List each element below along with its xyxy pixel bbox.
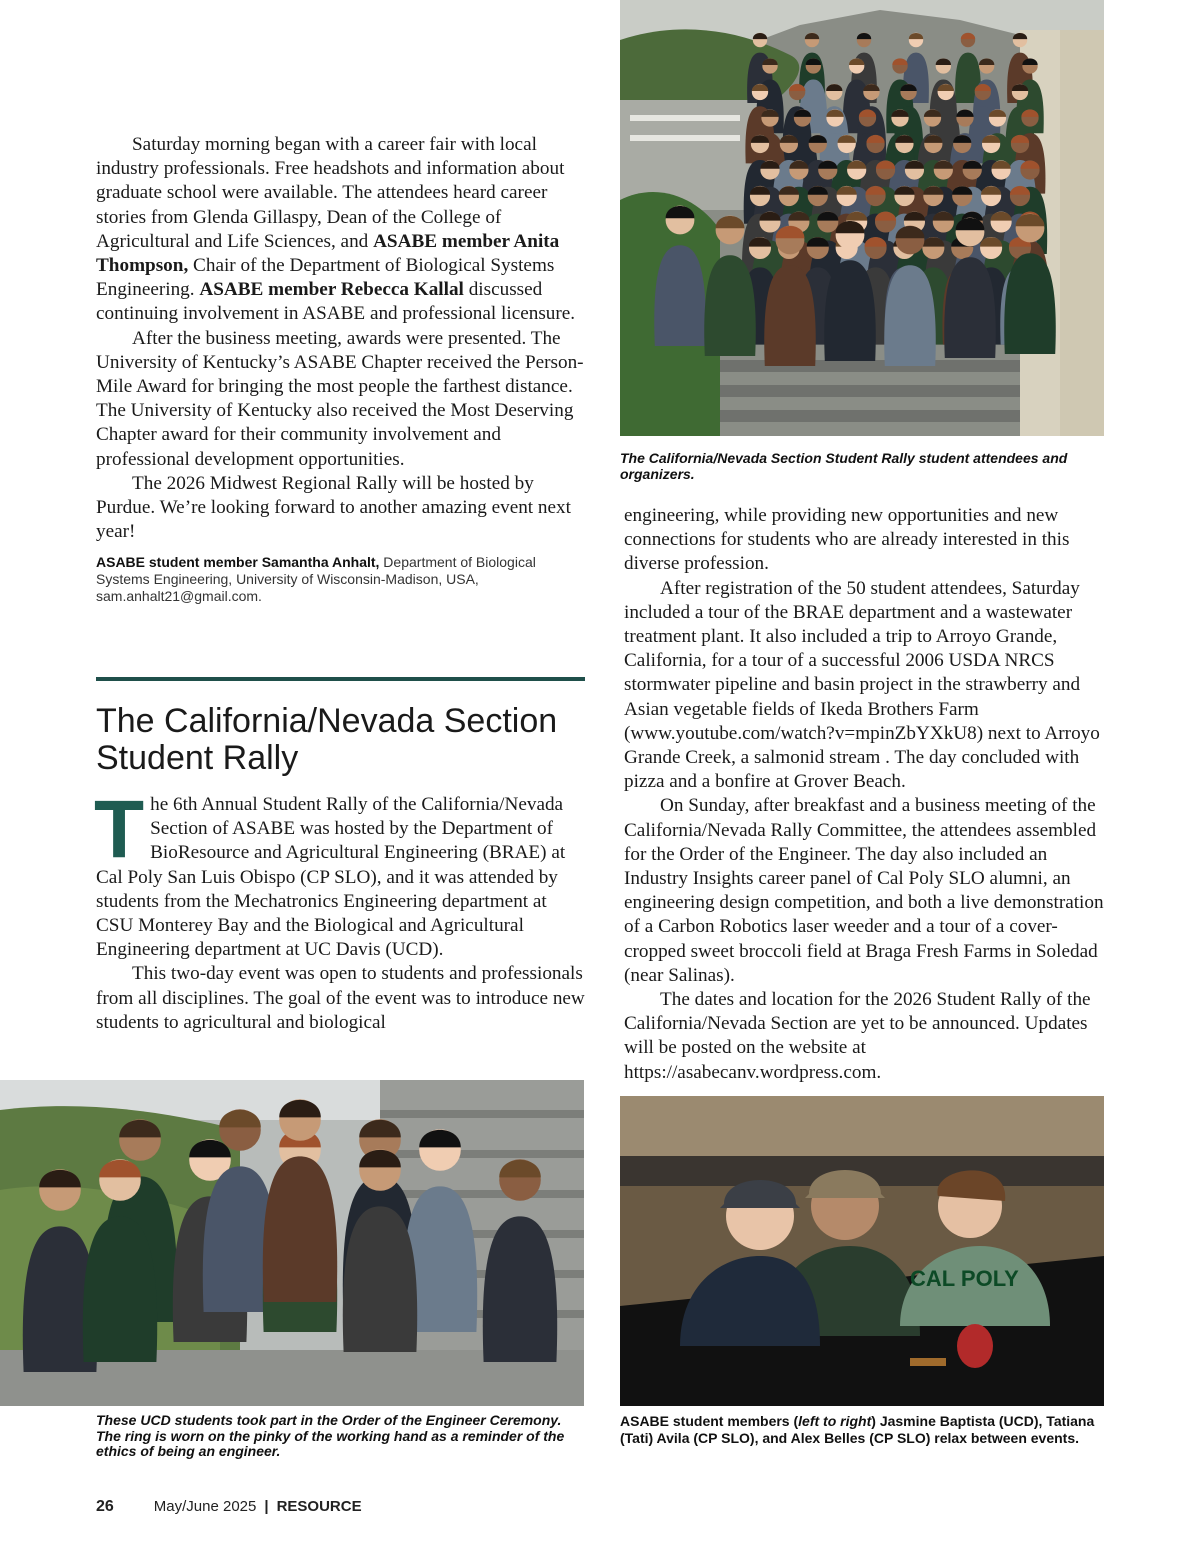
hoodie-text: CAL POLY bbox=[910, 1266, 1019, 1291]
page-number: 26 bbox=[96, 1498, 114, 1515]
footer-separator: | bbox=[264, 1498, 269, 1515]
page-footer bbox=[96, 1498, 362, 1516]
paragraph: engineering, while providing new opportunities and new connections for students who are already interested in this diverse profession. bbox=[624, 505, 1070, 575]
issue-date: May/June 2025 bbox=[153, 1498, 257, 1515]
left-column-text bbox=[96, 133, 588, 605]
members-photo-illustration bbox=[620, 1096, 1104, 1406]
article-body bbox=[94, 784, 588, 1035]
paragraph: The dates and location for the 2026 Student Rally of the California/Nevada Section are yet to be announced. Updates will be posted on the website at https://asabecanv.wordpress.com. bbox=[624, 989, 1091, 1083]
author-byline: ASABE student member Samantha Anhalt, Department of Biological Systems Engineering, University of Wisconsin-Madison, USA, sam.anhalt21@gmail.com. bbox=[96, 554, 536, 605]
group-photo bbox=[620, 0, 1104, 436]
paragraph: After registration of the 50 student attendees, Saturday included a tour of the BRAE department and a wastewater treatment plant. It also included a trip to Arroyo Grande, California, for a tour of a successful 2006 USDA NRCS stormwater pipeline and basin project in the strawberry and Asian vegetable fields of Ikeda Brothers Farm (www.youtube.com/watch?v=mpinZbYXkU8) next to Arroyo Grande Creek, a salmonid stream . The day concluded with pizza and a bonfire at Grover Beach. bbox=[624, 577, 1100, 793]
members-photo-caption: ASABE student members (left to right) Jasmine Baptista (UCD), Tatiana (Tati) Avila (CP SLO), and Alex Belles (CP SLO) relax between events. bbox=[620, 1413, 1095, 1446]
paragraph: he 6th Annual Student Rally of the California/Nevada Section of ASABE was hosted by the Department of BioResource and Agricultural Engineering (BRAE) at Cal Poly San Luis Obispo (CP SLO), and it was attended by students from the Mechatronics Engineering department at CSU Monterey Bay and the Biological and Agricultural Engineering department at UC Davis (UCD). bbox=[96, 794, 566, 961]
paragraph: On Sunday, after breakfast and a business meeting of the California/Nevada Rally Committee, the attendees assembled for the Order of the Engineer. The day also included an Industry Insights career panel of Cal Poly SLO alumni, an engineering design competition, and both a live demonstration of a Carbon Robotics laser weeder and a tour of a cover-cropped sweet broccoli field at Braga Fresh Farms in Soledad (near Salinas). bbox=[624, 795, 1104, 986]
drop-cap: T bbox=[94, 784, 145, 875]
bold-name: ASABE member Anita Thompson, bbox=[96, 230, 560, 277]
paragraph: This two-day event was open to students and professionals from all disciplines. The goal of the event was to introduce new students to agricultural and biological bbox=[96, 963, 585, 1033]
members-photo bbox=[620, 1096, 1104, 1406]
paragraph: Saturday morning began with a career fair with local industry professionals. Free headshots and information about graduate school were available. The attendees heard career stories from Glenda Gillaspy, Dean of the College of Agricultural and Life Sciences, and ASABE member Anita Thompson, Chair of the Department of Biological Systems Engineering. ASABE member Rebecca Kallal discussed continuing involvement in ASABE and professional licensure. bbox=[96, 134, 576, 325]
section-divider bbox=[96, 677, 585, 681]
ucd-photo-illustration bbox=[0, 1080, 584, 1406]
bold-name: ASABE member Rebecca Kallal bbox=[199, 279, 464, 301]
ucd-students-photo bbox=[0, 1080, 584, 1406]
paragraph: The 2026 Midwest Regional Rally will be hosted by Purdue. We’re looking forward to another amazing event next year! bbox=[96, 472, 571, 543]
paragraph: After the business meeting, awards were presented. The University of Kentucky’s ASABE Chapter received the Person-Mile Award for bringing the most people the farthest distance. The University of Kentucky also received the Most Deserving Chapter award for their community involvement and professional development opportunities. bbox=[96, 327, 584, 470]
ucd-photo-caption: These UCD students took part in the Order of the Engineer Ceremony. The ring is worn on the pinky of the working hand as a reminder of the ethics of being an engineer. bbox=[96, 1412, 565, 1459]
right-column-text bbox=[624, 504, 1112, 1085]
group-photo-caption: The California/Nevada Section Student Rally student attendees and organizers. bbox=[620, 450, 1068, 482]
magazine-name: RESOURCE bbox=[276, 1498, 362, 1515]
group-photo-illustration bbox=[620, 0, 1104, 436]
article-headline: The California/Nevada Section Student Rally bbox=[96, 702, 558, 777]
